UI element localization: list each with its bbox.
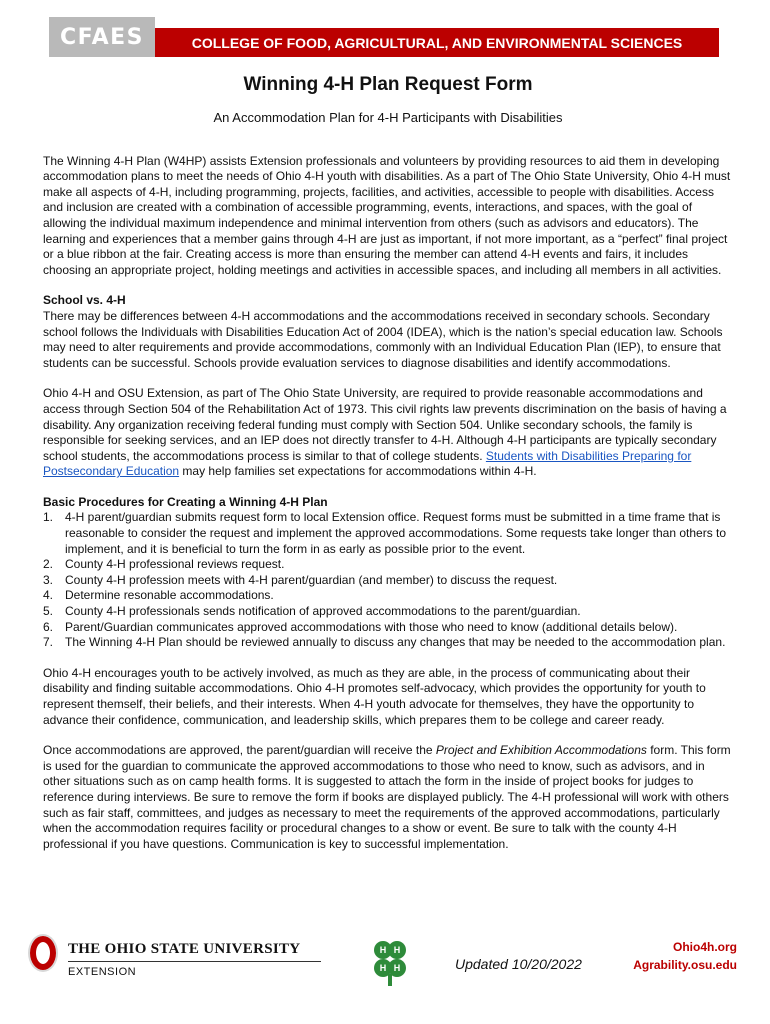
approval-text: Once accommodations are approved, the parent/guardian will receive the <box>43 743 436 758</box>
page-footer <box>0 930 770 1024</box>
document-body <box>43 73 733 852</box>
step-number: 7. <box>43 635 54 650</box>
footer-links <box>610 938 737 974</box>
step-text: 4-H parent/guardian submits request form to local Extension office. Request forms must be submitted in a time frame that is reasonable to consider the request and implement the approved accommodations. Some requests take longer than others to implement, and it is beneficial to turn the form in as early as possible prior to the event. <box>65 510 727 556</box>
list-item <box>43 604 733 620</box>
step-text: County 4-H professional reviews request. <box>65 557 285 572</box>
postsecondary-education-link[interactable]: Students with Disabilities Preparing for Postsecondary Education <box>43 448 692 479</box>
advocacy-paragraph: Ohio 4-H encourages youth to be actively involved, as much as they are able, in the process of communicating about their disability and finding suitable accommodations. Ohio 4-H promotes self-advocacy, which provides the opportunity for youth to represent themself, their beliefs, and their interests. When 4-H youth advocate for themselves, they have the opportunity to advance their confidence, communication, and leadership skills, which prepares them to be college and career ready. <box>43 665 706 727</box>
step-number: 5. <box>43 604 54 619</box>
step-text: Determine resonable accommodations. <box>65 588 274 603</box>
step-text: County 4-H profession meets with 4-H parent/guardian (and member) to discuss the request. <box>65 572 558 587</box>
list-item <box>43 620 733 636</box>
step-text: County 4-H professionals sends notification of approved accommodations to the parent/guardian. <box>65 604 581 619</box>
list-item <box>43 510 733 557</box>
step-number: 6. <box>43 619 54 634</box>
step-text: The Winning 4-H Plan should be reviewed annually to discuss any changes that may be needed to the accommodation plan. <box>65 635 726 650</box>
section-504-text-end: may help families set expectations for accommodations within 4-H. <box>179 464 537 479</box>
svg-text:H: H <box>379 945 387 955</box>
svg-text:H: H <box>379 963 387 973</box>
extension-label: EXTENSION <box>68 966 137 978</box>
list-item <box>43 557 733 573</box>
school-heading: School vs. 4-H <box>43 293 126 308</box>
logo-divider <box>68 961 321 962</box>
step-text: Parent/Guardian communicates approved accommodations with those who need to know (additional details below). <box>65 619 678 634</box>
4h-clover-icon <box>367 938 413 988</box>
procedures-heading: Basic Procedures for Creating a Winning 4-H Plan <box>43 494 328 509</box>
agrability-link[interactable]: Agrability.osu.edu <box>633 958 737 972</box>
osu-name: THE OHIO STATE UNIVERSITY <box>68 941 301 957</box>
page-title: Winning 4-H Plan Request Form <box>243 74 533 95</box>
section-504-text: Ohio 4-H and OSU Extension, as part of The Ohio State University, are required to provide reasonable accommodations and access through Section 504 of the Rehabilitation Act of 1973. This civil rights law prevents discrimination on the basis of having a disability. Any organization receiving federal funding must comply with Section 504. Unlike secondary schools, the family is responsible for seeking services, and an IEP does not directly transfer to 4-H. Although 4-H participants are typically secondary school students, the accommodations process is similar to that of college students. <box>43 386 727 463</box>
step-number: 1. <box>43 510 54 525</box>
intro-paragraph: The Winning 4-H Plan (W4HP) assists Extension professionals and volunteers by providing resources to aid them in developing accommodation plans to meet the needs of Ohio 4-H youth with disabilities. As a part of The Ohio State University, Ohio 4-H must make all aspects of 4-H, including programming, projects, facilities, and activities, accessible to people with disabilities. Access and inclusion are created with a combination of accessible programming, events, interactions, and spaces, with the goal of allowing the individual maximum independence and minimal intervention from others (such as advisors and educators). The learning and experiences that a member gains through 4-H are just as important, if not more important, as a “perfect” final project or a blue ribbon at the fair. Creating access is more than ensuring the member can attend 4-H events and fairs, it includes choosing an appropriate project, holding meetings and activities in accessible spaces, and including all members in all activities. <box>43 153 731 277</box>
cfaes-logo: CFAES <box>49 17 155 57</box>
page-subtitle: An Accommodation Plan for 4-H Participants with Disabilities <box>213 110 563 125</box>
procedures-list <box>43 510 733 650</box>
list-item <box>43 635 733 651</box>
svg-text:H: H <box>393 963 401 973</box>
updated-date: Updated 10/20/2022 <box>455 956 582 972</box>
approval-paragraph <box>43 743 733 852</box>
step-number: 2. <box>43 557 54 572</box>
list-item <box>43 573 733 589</box>
step-number: 3. <box>43 572 54 587</box>
college-banner: COLLEGE OF FOOD, AGRICULTURAL, AND ENVIRONMENTAL SCIENCES <box>155 28 719 57</box>
approval-text-end: form. This form is used for the guardian to communicate the approved accommodations to those who need to know, such as advisors, and in other situations such as on camp health forms. It is suggested to attach the form in the inside of project books for judges to reference during interviews. Be sure to remove the form if books are displayed publicly. The 4-H professional will work with others such as fair staff, committees, and judges as necessary to meet the requirements of the approved accommodations, particularly when the accommodation requires facility or procedural changes to a show or event. Be sure to talk with the county 4-H professional if you have questions. Communication is key to successful implementation. <box>43 743 731 851</box>
form-name: Project and Exhibition Accommodations <box>435 743 647 758</box>
step-number: 4. <box>43 588 54 603</box>
svg-text:H: H <box>393 945 401 955</box>
ohio4h-link[interactable]: Ohio4h.org <box>673 940 737 954</box>
cfaes-header <box>49 17 719 57</box>
osu-extension-logo <box>30 936 301 978</box>
school-paragraph: There may be differences between 4-H accommodations and the accommodations received in secondary schools. Secondary school follows the Individuals with Disabilities Education Act of 2004 (IDEA), which is the nation’s special education law. Schools may need to alter requirements and provide accommodations, commonly with an Individual Education Plan (IEP), to ensure that students can be successful. Schools provide evaluation services to diagnose disabilities and identify accommodations. <box>43 308 723 370</box>
list-item <box>43 588 733 604</box>
block-o-icon <box>30 936 56 970</box>
section-504-paragraph <box>43 386 733 480</box>
